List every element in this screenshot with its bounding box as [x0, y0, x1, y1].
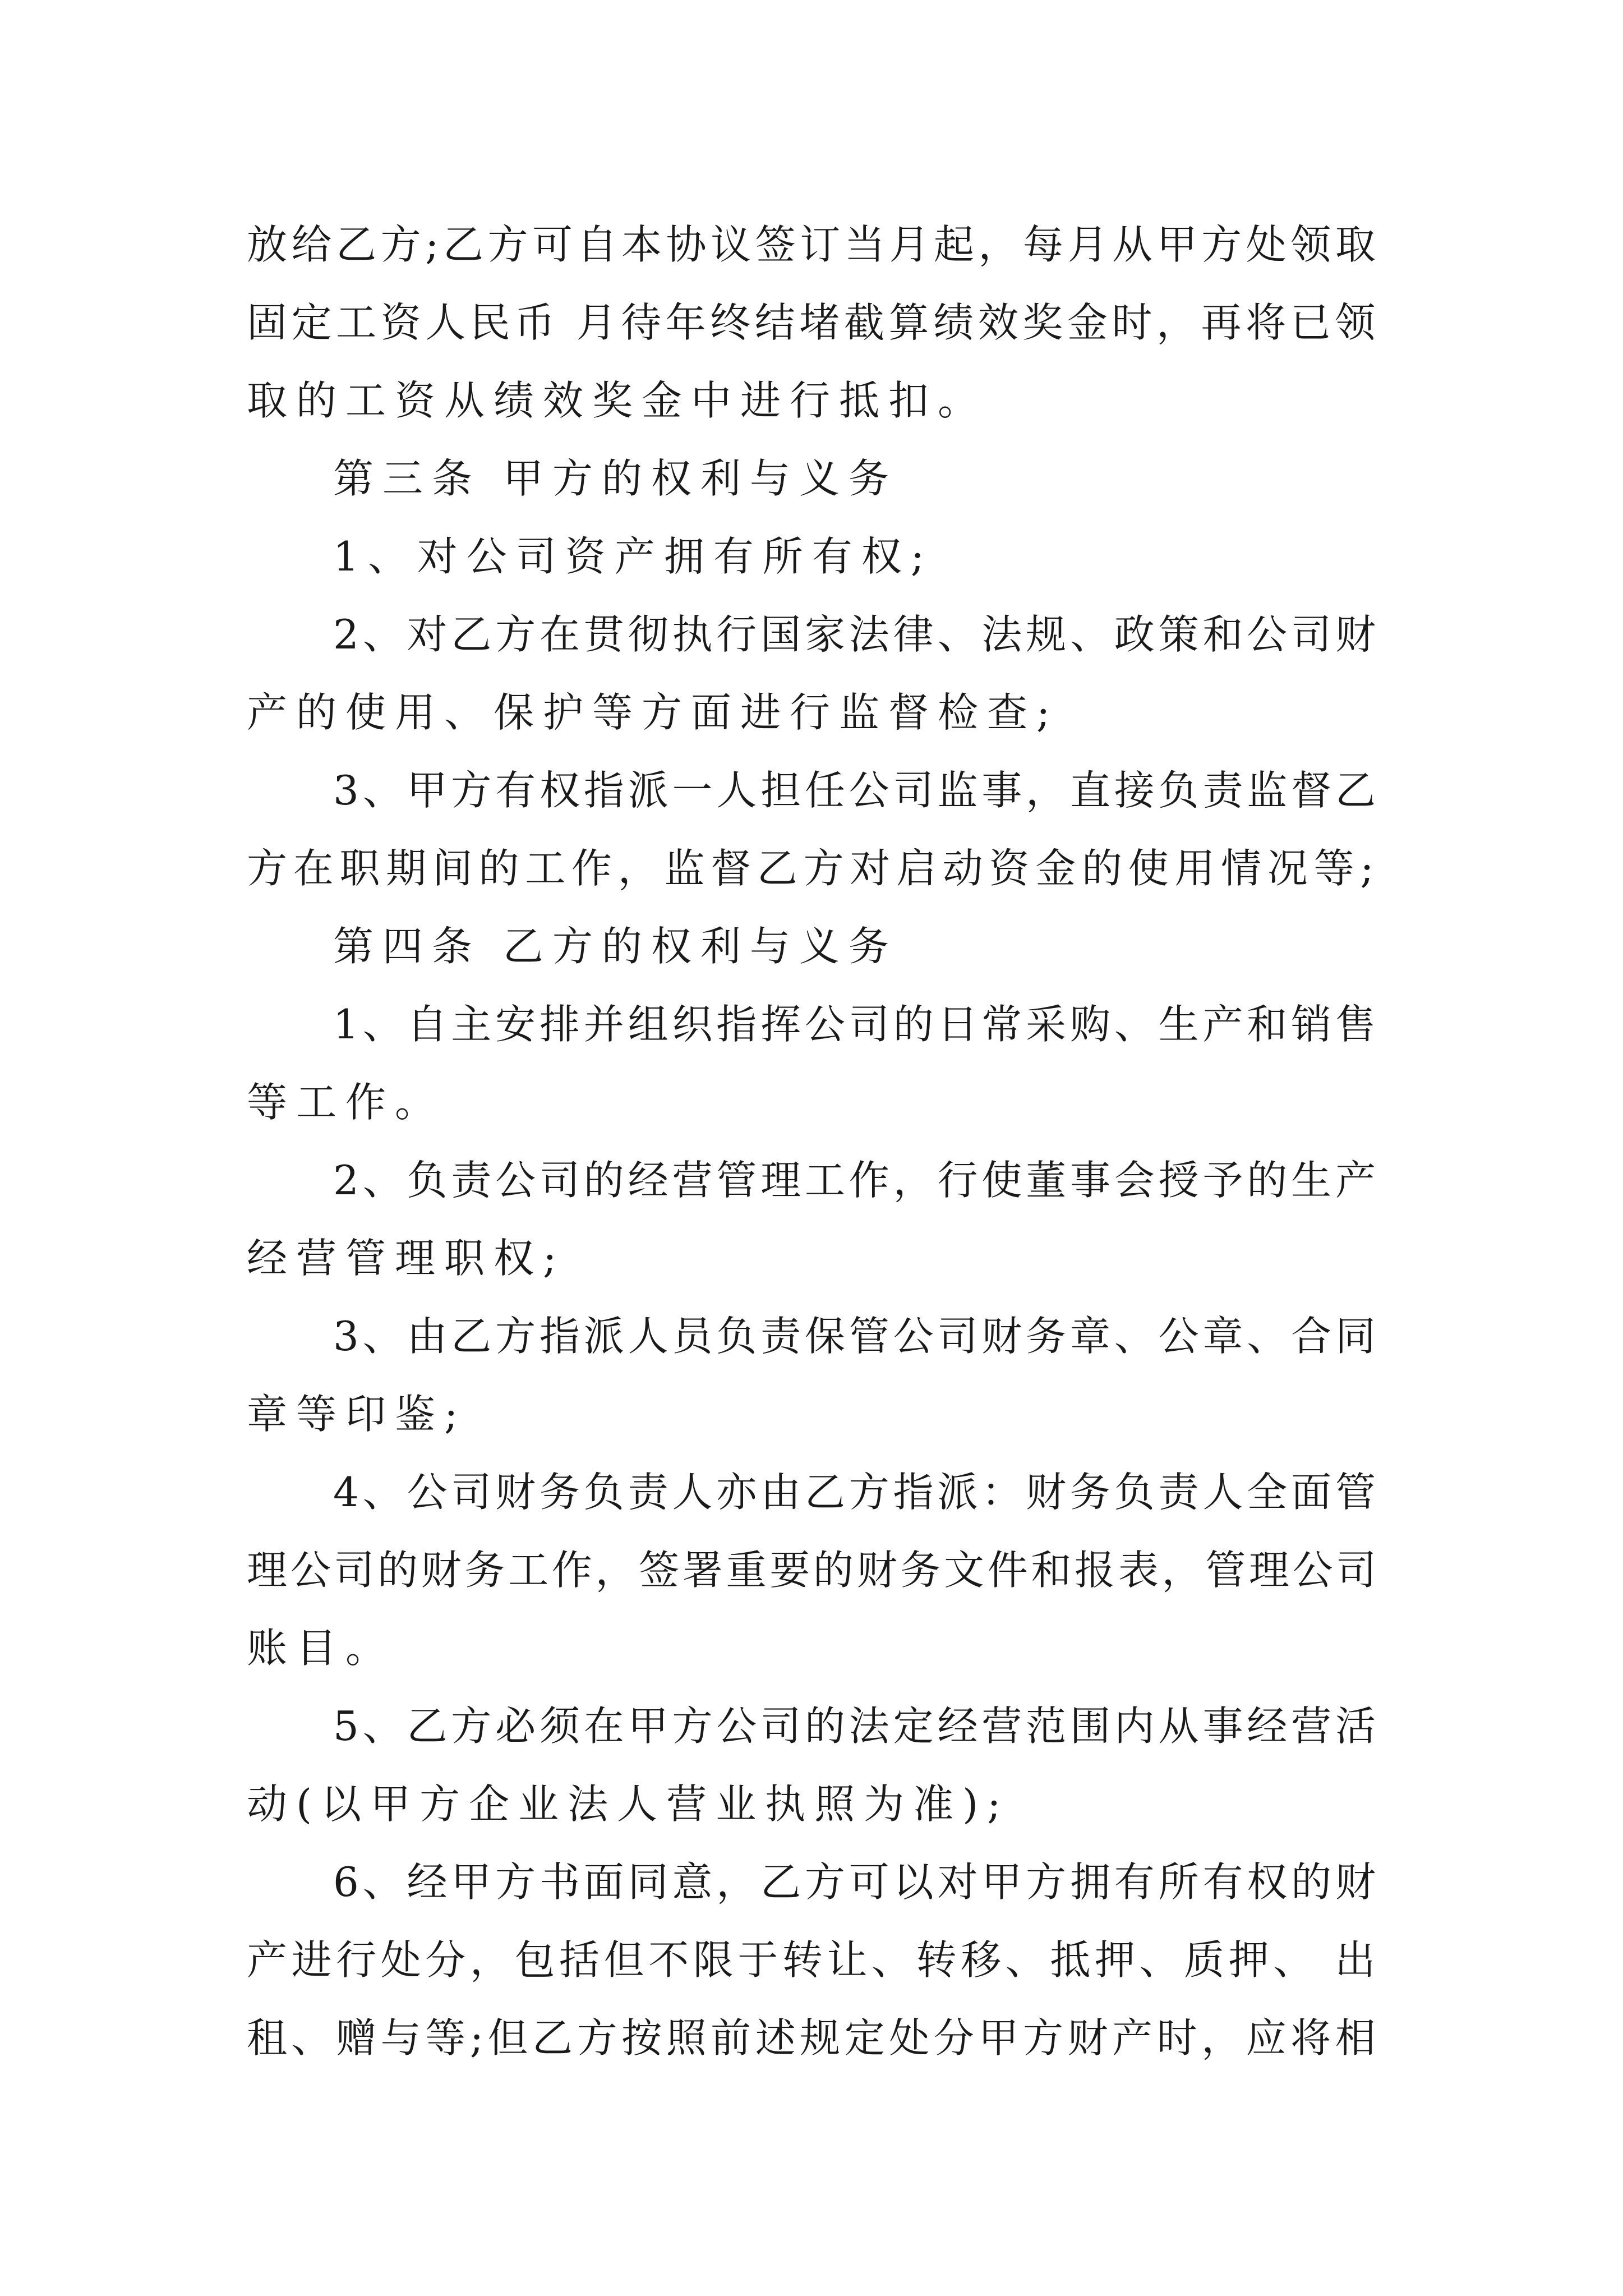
text-line-15: 3、由乙方指派人员负责保管公司财务章、公章、合同 — [333, 1313, 1380, 1360]
text-line-20: 5、乙方必须在甲方公司的法定经营范围内从事经营活 — [333, 1703, 1380, 1750]
text-line-9: 方在职期间的工作，监督乙方对启动资金的使用情况等; — [247, 845, 1380, 892]
text-line-2: 固定工资人民币 月待年终结堵截算绩效奖金时，再将已领 — [247, 299, 1380, 346]
text-line-14: 经营管理职权; — [247, 1235, 566, 1282]
text-line-23: 产进行处分，包括但不限于转让、转移、抵押、质押、 出 — [247, 1936, 1380, 1984]
text-line-21: 动(以甲方企业法人营业执照为准); — [247, 1780, 1010, 1828]
text-line-1: 放给乙方;乙方可自本协议签订当月起，每月从甲方处领取 — [247, 221, 1380, 268]
text-line-24: 租、赠与等;但乙方按照前述规定处分甲方财产时，应将相 — [247, 2014, 1380, 2062]
text-line-5: 1、对公司资产拥有所有权; — [333, 533, 934, 580]
text-line-13: 2、负责公司的经营管理工作，行使董事会授予的生产 — [333, 1157, 1380, 1204]
article-4-heading: 第四条 乙方的权利与义务 — [333, 923, 898, 970]
text-line-16: 章等印鉴; — [247, 1391, 467, 1438]
text-line-18: 理公司的财务工作，签署重要的财务文件和报表，管理公司 — [247, 1547, 1380, 1594]
text-line-17: 4、公司财务负责人亦由乙方指派：财务负责人全面管 — [333, 1469, 1380, 1516]
text-line-12: 等工作。 — [247, 1079, 445, 1126]
text-line-6: 2、对乙方在贯彻执行国家法律、法规、政策和公司财 — [333, 611, 1380, 658]
article-3-heading: 第三条 甲方的权利与义务 — [333, 455, 898, 502]
text-line-11: 1、自主安排并组织指挥公司的日常采购、生产和销售 — [333, 1001, 1380, 1048]
text-line-19: 账目。 — [247, 1625, 395, 1672]
text-line-22: 6、经甲方书面同意，乙方可以对甲方拥有所有权的财 — [333, 1858, 1380, 1906]
text-line-3: 取的工资从绩效奖金中进行抵扣。 — [247, 377, 988, 424]
text-line-7: 产的使用、保护等方面进行监督检查; — [247, 689, 1059, 736]
text-line-8: 3、甲方有权指派一人担任公司监事，直接负责监督乙 — [333, 767, 1380, 814]
